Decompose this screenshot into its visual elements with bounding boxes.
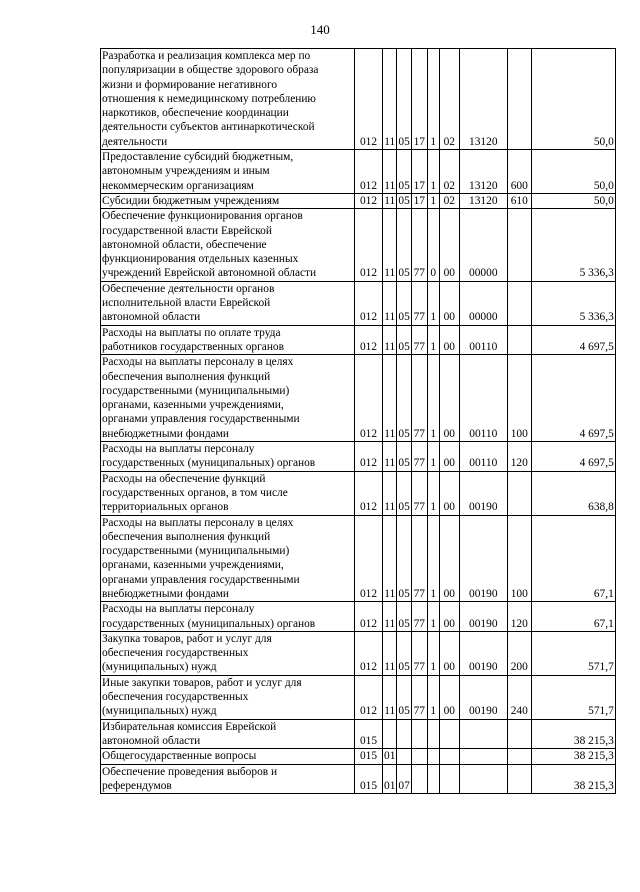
expense-name-line: Обеспечение функционирования органов <box>102 210 303 223</box>
amount-cell: 4 697,5 <box>531 442 615 472</box>
direction-code-cell: 00190 <box>459 602 507 632</box>
activity-code-cell: 00 <box>439 209 459 281</box>
expense-name-line: обеспечения выполнения функций <box>102 370 271 383</box>
program-code-cell: 77 <box>411 602 427 632</box>
subsection-code-cell: 05 <box>397 442 411 472</box>
ministry-code-cell: 012 <box>355 150 383 194</box>
amount-cell: 38 215,3 <box>531 764 615 794</box>
expense-name-line: автономной области <box>102 734 201 747</box>
expense-type-cell <box>507 281 531 325</box>
ministry-code-cell: 012 <box>355 209 383 281</box>
expense-type-cell: 240 <box>507 675 531 719</box>
table-row <box>101 325 616 355</box>
table-row <box>101 719 616 749</box>
direction-code-cell: 00110 <box>459 325 507 355</box>
subprogram-code-cell: 1 <box>427 325 439 355</box>
program-code-cell <box>411 749 427 764</box>
expense-name-line: обеспечения государственных <box>102 647 249 660</box>
expense-type-cell <box>507 764 531 794</box>
expense-name-line: обеспечения выполнения функций <box>102 530 271 543</box>
expense-name-cell <box>101 150 355 194</box>
expense-name-line: Разработка и реализация комплекса мер по <box>102 50 311 62</box>
expense-name-cell <box>101 719 355 749</box>
ministry-code-cell: 012 <box>355 193 383 208</box>
direction-code-cell: 00000 <box>459 209 507 281</box>
ministry-code-cell: 012 <box>355 631 383 675</box>
subprogram-code-cell <box>427 749 439 764</box>
expense-name-line: государственными (муниципальными) <box>102 384 290 397</box>
expense-type-cell <box>507 719 531 749</box>
expense-name-cell <box>101 209 355 281</box>
subsection-code-cell <box>397 719 411 749</box>
expense-name-cell <box>101 49 355 150</box>
table-row <box>101 281 616 325</box>
table-row <box>101 675 616 719</box>
subprogram-code-cell: 1 <box>427 515 439 602</box>
expense-name-line: Расходы на выплаты персоналу в целях <box>102 356 294 369</box>
expense-name-line: Расходы на выплаты персоналу в целях <box>102 516 294 529</box>
activity-code-cell: 00 <box>439 471 459 515</box>
expense-type-cell: 120 <box>507 442 531 472</box>
expense-name-line: Закупка товаров, работ и услуг для <box>102 632 272 645</box>
table-row <box>101 49 616 150</box>
table-row <box>101 515 616 602</box>
expense-name-line: внебюджетными фондами <box>102 587 230 600</box>
activity-code-cell: 00 <box>439 442 459 472</box>
activity-code-cell <box>439 719 459 749</box>
expense-name-line: государственных органов, в том числе <box>102 486 288 499</box>
expense-name-line: исполнительной власти Еврейской <box>102 297 271 310</box>
activity-code-cell: 00 <box>439 675 459 719</box>
expense-name-line: (муниципальных) нужд <box>102 661 217 674</box>
expense-name-line: Расходы на выплаты персоналу <box>102 603 255 616</box>
expense-type-cell <box>507 471 531 515</box>
amount-cell: 50,0 <box>531 193 615 208</box>
expense-name-line: Предоставление субсидий бюджетным, <box>102 151 294 164</box>
direction-code-cell: 00190 <box>459 675 507 719</box>
subprogram-code-cell: 1 <box>427 355 439 442</box>
program-code-cell: 17 <box>411 49 427 150</box>
program-code-cell: 77 <box>411 631 427 675</box>
expense-name-line: Обеспечение деятельности органов <box>102 282 275 295</box>
ministry-code-cell: 012 <box>355 281 383 325</box>
table-row <box>101 602 616 632</box>
table-row <box>101 749 616 764</box>
direction-code-cell: 00000 <box>459 281 507 325</box>
subprogram-code-cell: 0 <box>427 209 439 281</box>
section-code-cell: 11 <box>383 325 397 355</box>
table-row <box>101 150 616 194</box>
expense-name-cell <box>101 355 355 442</box>
ministry-code-cell: 012 <box>355 355 383 442</box>
expense-type-cell <box>507 749 531 764</box>
expense-name-line: деятельности <box>102 135 168 148</box>
expense-name-line: популяризации в обществе здорового образа <box>102 64 319 77</box>
table-row <box>101 471 616 515</box>
activity-code-cell: 00 <box>439 355 459 442</box>
subprogram-code-cell <box>427 764 439 794</box>
direction-code-cell: 13120 <box>459 150 507 194</box>
table-row <box>101 764 616 794</box>
expense-name-line: жизни и формирование негативного <box>102 78 278 91</box>
direction-code-cell: 00190 <box>459 631 507 675</box>
program-code-cell: 77 <box>411 471 427 515</box>
direction-code-cell: 00110 <box>459 355 507 442</box>
program-code-cell <box>411 764 427 794</box>
program-code-cell: 77 <box>411 325 427 355</box>
amount-cell: 638,8 <box>531 471 615 515</box>
ministry-code-cell: 015 <box>355 764 383 794</box>
expense-name-line: автономной области <box>102 311 201 324</box>
amount-cell: 38 215,3 <box>531 719 615 749</box>
ministry-code-cell: 012 <box>355 515 383 602</box>
amount-cell: 67,1 <box>531 602 615 632</box>
section-code-cell: 11 <box>383 209 397 281</box>
direction-code-cell: 00190 <box>459 515 507 602</box>
program-code-cell: 77 <box>411 209 427 281</box>
program-code-cell: 77 <box>411 355 427 442</box>
section-code-cell: 01 <box>383 764 397 794</box>
subsection-code-cell: 05 <box>397 515 411 602</box>
expense-type-cell: 610 <box>507 193 531 208</box>
expense-name-line: государственных (муниципальных) органов <box>102 617 316 630</box>
ministry-code-cell: 012 <box>355 471 383 515</box>
expense-name-line: Общегосударственные вопросы <box>102 750 257 763</box>
expense-name-cell <box>101 281 355 325</box>
subsection-code-cell: 05 <box>397 471 411 515</box>
section-code-cell: 11 <box>383 471 397 515</box>
section-code-cell: 11 <box>383 515 397 602</box>
expense-name-line: государственной власти Еврейской <box>102 224 272 237</box>
section-code-cell: 11 <box>383 631 397 675</box>
expense-name-line: органами, казенными учреждениями, <box>102 559 284 572</box>
activity-code-cell: 00 <box>439 631 459 675</box>
activity-code-cell <box>439 764 459 794</box>
expense-name-line: обеспечения государственных <box>102 691 249 704</box>
activity-code-cell: 02 <box>439 150 459 194</box>
section-code-cell: 11 <box>383 675 397 719</box>
subsection-code-cell: 05 <box>397 355 411 442</box>
subsection-code-cell: 05 <box>397 325 411 355</box>
section-code-cell: 11 <box>383 602 397 632</box>
expense-name-line: органами управления государственными <box>102 573 300 586</box>
expense-name-line: функционирования отдельных казенных <box>102 253 299 266</box>
expense-name-line: Избирательная комиссия Еврейской <box>102 720 277 733</box>
ministry-code-cell: 012 <box>355 325 383 355</box>
subsection-code-cell: 07 <box>397 764 411 794</box>
amount-cell: 67,1 <box>531 515 615 602</box>
activity-code-cell: 00 <box>439 281 459 325</box>
activity-code-cell: 02 <box>439 49 459 150</box>
budget-table <box>100 48 616 794</box>
expense-name-line: органами, казенными учреждениями, <box>102 399 284 412</box>
subprogram-code-cell: 1 <box>427 442 439 472</box>
program-code-cell: 77 <box>411 515 427 602</box>
activity-code-cell <box>439 749 459 764</box>
direction-code-cell <box>459 749 507 764</box>
subsection-code-cell: 05 <box>397 209 411 281</box>
program-code-cell: 77 <box>411 281 427 325</box>
subsection-code-cell: 05 <box>397 150 411 194</box>
program-code-cell: 17 <box>411 150 427 194</box>
subsection-code-cell: 05 <box>397 675 411 719</box>
activity-code-cell: 00 <box>439 325 459 355</box>
activity-code-cell: 00 <box>439 515 459 602</box>
expense-name-line: Расходы на выплаты персоналу <box>102 443 255 456</box>
ministry-code-cell: 015 <box>355 719 383 749</box>
direction-code-cell <box>459 764 507 794</box>
program-code-cell: 77 <box>411 675 427 719</box>
program-code-cell: 17 <box>411 193 427 208</box>
expense-type-cell: 100 <box>507 515 531 602</box>
section-code-cell: 11 <box>383 150 397 194</box>
subprogram-code-cell: 1 <box>427 675 439 719</box>
expense-name-line: государственными (муниципальными) <box>102 545 290 558</box>
table-row <box>101 631 616 675</box>
section-code-cell <box>383 719 397 749</box>
subsection-code-cell: 05 <box>397 49 411 150</box>
expense-name-cell <box>101 193 355 208</box>
subsection-code-cell: 05 <box>397 602 411 632</box>
direction-code-cell <box>459 719 507 749</box>
subprogram-code-cell: 1 <box>427 193 439 208</box>
expense-type-cell <box>507 325 531 355</box>
expense-name-line: (муниципальных) нужд <box>102 705 217 718</box>
expense-name-line: Обеспечение проведения выборов и <box>102 765 278 778</box>
expense-name-cell <box>101 325 355 355</box>
amount-cell: 4 697,5 <box>531 355 615 442</box>
expense-name-line: автономным учреждениям и иным <box>102 165 270 178</box>
page-number: 140 <box>310 22 330 37</box>
expense-name-line: государственных (муниципальных) органов <box>102 457 316 470</box>
subprogram-code-cell: 1 <box>427 49 439 150</box>
direction-code-cell: 13120 <box>459 49 507 150</box>
direction-code-cell: 00190 <box>459 471 507 515</box>
expense-name-line: работников государственных органов <box>102 340 285 353</box>
expense-type-cell: 600 <box>507 150 531 194</box>
section-code-cell: 11 <box>383 49 397 150</box>
expense-name-cell <box>101 764 355 794</box>
subprogram-code-cell: 1 <box>427 602 439 632</box>
subprogram-code-cell: 1 <box>427 471 439 515</box>
subprogram-code-cell: 1 <box>427 631 439 675</box>
section-code-cell: 11 <box>384 194 396 207</box>
expense-name-line: Иные закупки товаров, работ и услуг для <box>102 676 302 689</box>
section-code-cell: 11 <box>383 281 397 325</box>
expense-name-line: отношения к немедицинскому потреблению <box>102 92 316 105</box>
ministry-code-cell: 012 <box>355 675 383 719</box>
program-code-cell <box>411 719 427 749</box>
expense-type-cell: 100 <box>507 355 531 442</box>
expense-name-line: органами управления государственными <box>102 413 300 426</box>
expense-name-cell <box>101 675 355 719</box>
expense-name-line: территориальных органов <box>102 501 229 514</box>
ministry-code-cell: 012 <box>355 442 383 472</box>
table-row <box>101 355 616 442</box>
expense-name-line: Субсидии бюджетным учреждениям <box>102 194 280 207</box>
amount-cell: 50,0 <box>531 150 615 194</box>
subsection-code-cell: 05 <box>398 194 410 207</box>
table-body <box>101 49 616 794</box>
expense-name-line: деятельности субъектов антинаркотической <box>102 121 315 134</box>
ministry-code-cell: 015 <box>355 749 383 764</box>
expense-name-cell <box>101 471 355 515</box>
section-code-cell: 11 <box>383 442 397 472</box>
amount-cell: 5 336,3 <box>531 281 615 325</box>
expense-name-cell <box>101 749 355 764</box>
table-row <box>101 193 616 208</box>
amount-cell: 38 215,3 <box>531 749 615 764</box>
ministry-code-cell: 012 <box>355 49 383 150</box>
expense-name-line: некоммерческим организациям <box>102 179 254 192</box>
amount-cell: 571,7 <box>531 675 615 719</box>
program-code-cell: 77 <box>411 442 427 472</box>
expense-name-cell <box>101 442 355 472</box>
expense-name-line: Расходы на выплаты по оплате труда <box>102 326 281 339</box>
activity-code-cell: 02 <box>439 193 459 208</box>
expense-type-cell: 200 <box>507 631 531 675</box>
direction-code-cell: 13120 <box>459 193 507 208</box>
section-code-cell: 01 <box>384 750 396 763</box>
expense-type-cell: 120 <box>507 602 531 632</box>
amount-cell: 50,0 <box>531 49 615 150</box>
subsection-code-cell <box>397 749 411 764</box>
expense-name-line: учреждений Еврейской автономной области <box>102 267 317 280</box>
ministry-code-cell: 012 <box>355 602 383 632</box>
expense-name-line: Расходы на обеспечение функций <box>102 472 266 485</box>
amount-cell: 5 336,3 <box>531 209 615 281</box>
expense-type-cell <box>507 49 531 150</box>
expense-name-line: внебюджетными фондами <box>102 427 230 440</box>
amount-cell: 4 697,5 <box>531 325 615 355</box>
expense-name-cell <box>101 515 355 602</box>
subprogram-code-cell: 1 <box>427 281 439 325</box>
table-row <box>101 442 616 472</box>
table-row <box>101 209 616 281</box>
subprogram-code-cell: 1 <box>427 150 439 194</box>
subsection-code-cell: 05 <box>397 281 411 325</box>
section-code-cell: 11 <box>383 355 397 442</box>
subprogram-code-cell <box>427 719 439 749</box>
expense-name-line: референдумов <box>102 779 172 792</box>
expense-name-line: автономной области, обеспечение <box>102 238 267 251</box>
expense-type-cell <box>507 209 531 281</box>
expense-name-line: наркотиков, обеспечение координации <box>102 107 289 120</box>
expense-name-cell <box>101 631 355 675</box>
direction-code-cell: 00110 <box>459 442 507 472</box>
subsection-code-cell: 05 <box>397 631 411 675</box>
amount-cell: 571,7 <box>531 631 615 675</box>
expense-name-cell <box>101 602 355 632</box>
activity-code-cell: 00 <box>439 602 459 632</box>
